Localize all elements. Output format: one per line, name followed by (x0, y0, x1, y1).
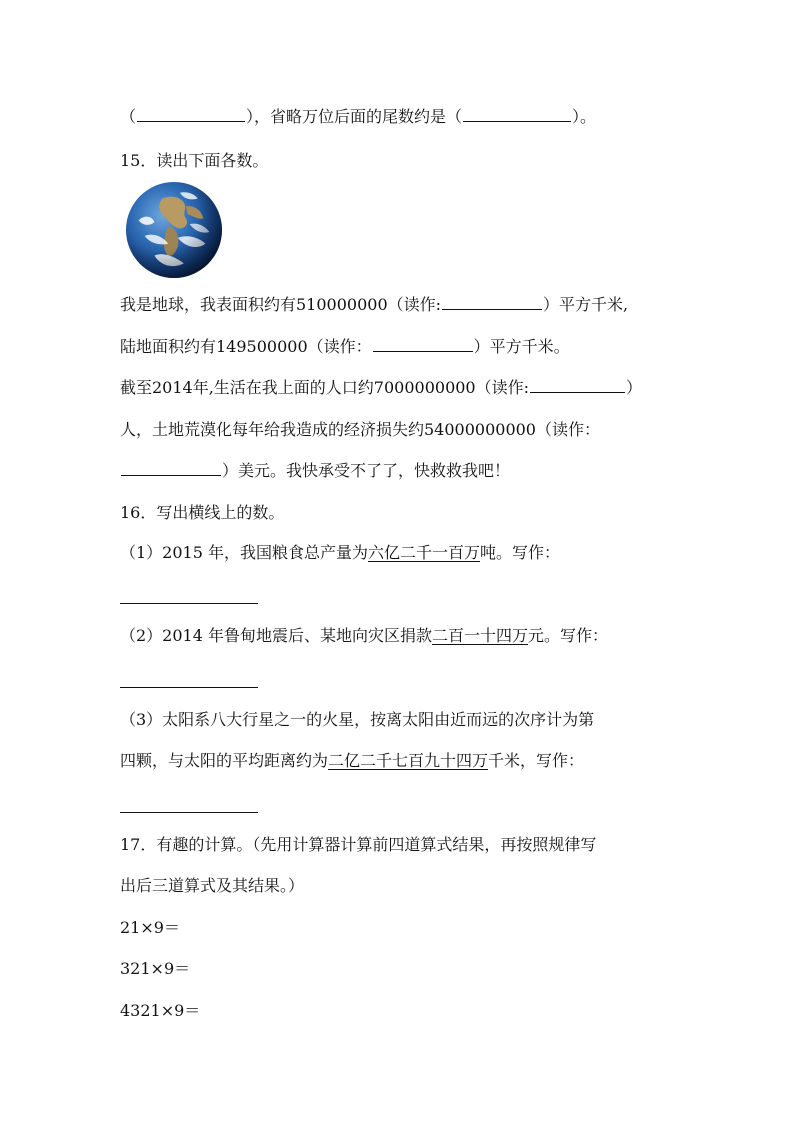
q17-equation-3: 4321×9＝ (120, 1001, 201, 1020)
answer-blank[interactable] (373, 337, 473, 352)
earth-globe-icon (125, 181, 223, 279)
q17-title-line-2: 出后三道算式及其结果。） (120, 876, 305, 895)
answer-blank[interactable] (530, 378, 625, 393)
q15-line-5: ）美元。我快承受不了了，快救救我吧！ (120, 460, 680, 482)
paren-open: （ (120, 107, 137, 126)
q15-title: 15．读出下面各数。 (120, 151, 269, 170)
q16-part-1: （1）2015 年，我国粮食总产量为六亿二千一百万吨。写作： (120, 543, 561, 562)
underlined-number-text: 二亿二千七百九十四万 (328, 751, 489, 770)
q14-text: ），省略万位后面的尾数约是（ (246, 107, 463, 126)
q15-line-1: 我是地球，我表面积约有510000000（读作: ）平方千米, (120, 295, 629, 314)
answer-blank[interactable] (463, 107, 571, 122)
q17-equation-2: 321×9＝ (120, 959, 191, 978)
q15-line-3: 截至2014年,生活在我上面的人口约7000000000（读作: ） (120, 378, 643, 397)
q16-part-3-line-2: 四颗，与太阳的平均距离约为二亿二千七百九十四万千米，写作： (120, 751, 585, 770)
answer-blank[interactable] (121, 461, 221, 476)
answer-line[interactable] (120, 603, 258, 604)
paren-close: ）。 (572, 107, 597, 126)
q14-continuation-line (120, 106, 680, 128)
underlined-number-text: 六亿二千一百万 (368, 543, 481, 562)
answer-line[interactable] (120, 687, 258, 688)
answer-blank[interactable] (137, 107, 245, 122)
underlined-number-text: 二百一十四万 (432, 626, 529, 645)
q16-part-3-line-1: （3）太阳系八大行星之一的火星，按离太阳由近而远的次序计为第 (120, 710, 595, 729)
q15-line-2: 陆地面积约有149500000（读作： ）平方千米。 (120, 337, 570, 356)
answer-line[interactable] (120, 812, 258, 813)
q17-equation-1: 21×9＝ (120, 918, 180, 937)
q17-title-line-1: 17．有趣的计算。（先用计算器计算前四道算式结果，再按照规律写 (120, 835, 597, 854)
q16-part-2: （2）2014 年鲁甸地震后、某地向灾区捐款二百一十四万元。写作： (120, 626, 609, 645)
q16-title: 16．写出横线上的数。 (120, 503, 285, 522)
answer-blank[interactable] (442, 295, 542, 310)
q15-line-4: 人，土地荒漠化每年给我造成的经济损失约54000000000（读作： (120, 420, 600, 439)
